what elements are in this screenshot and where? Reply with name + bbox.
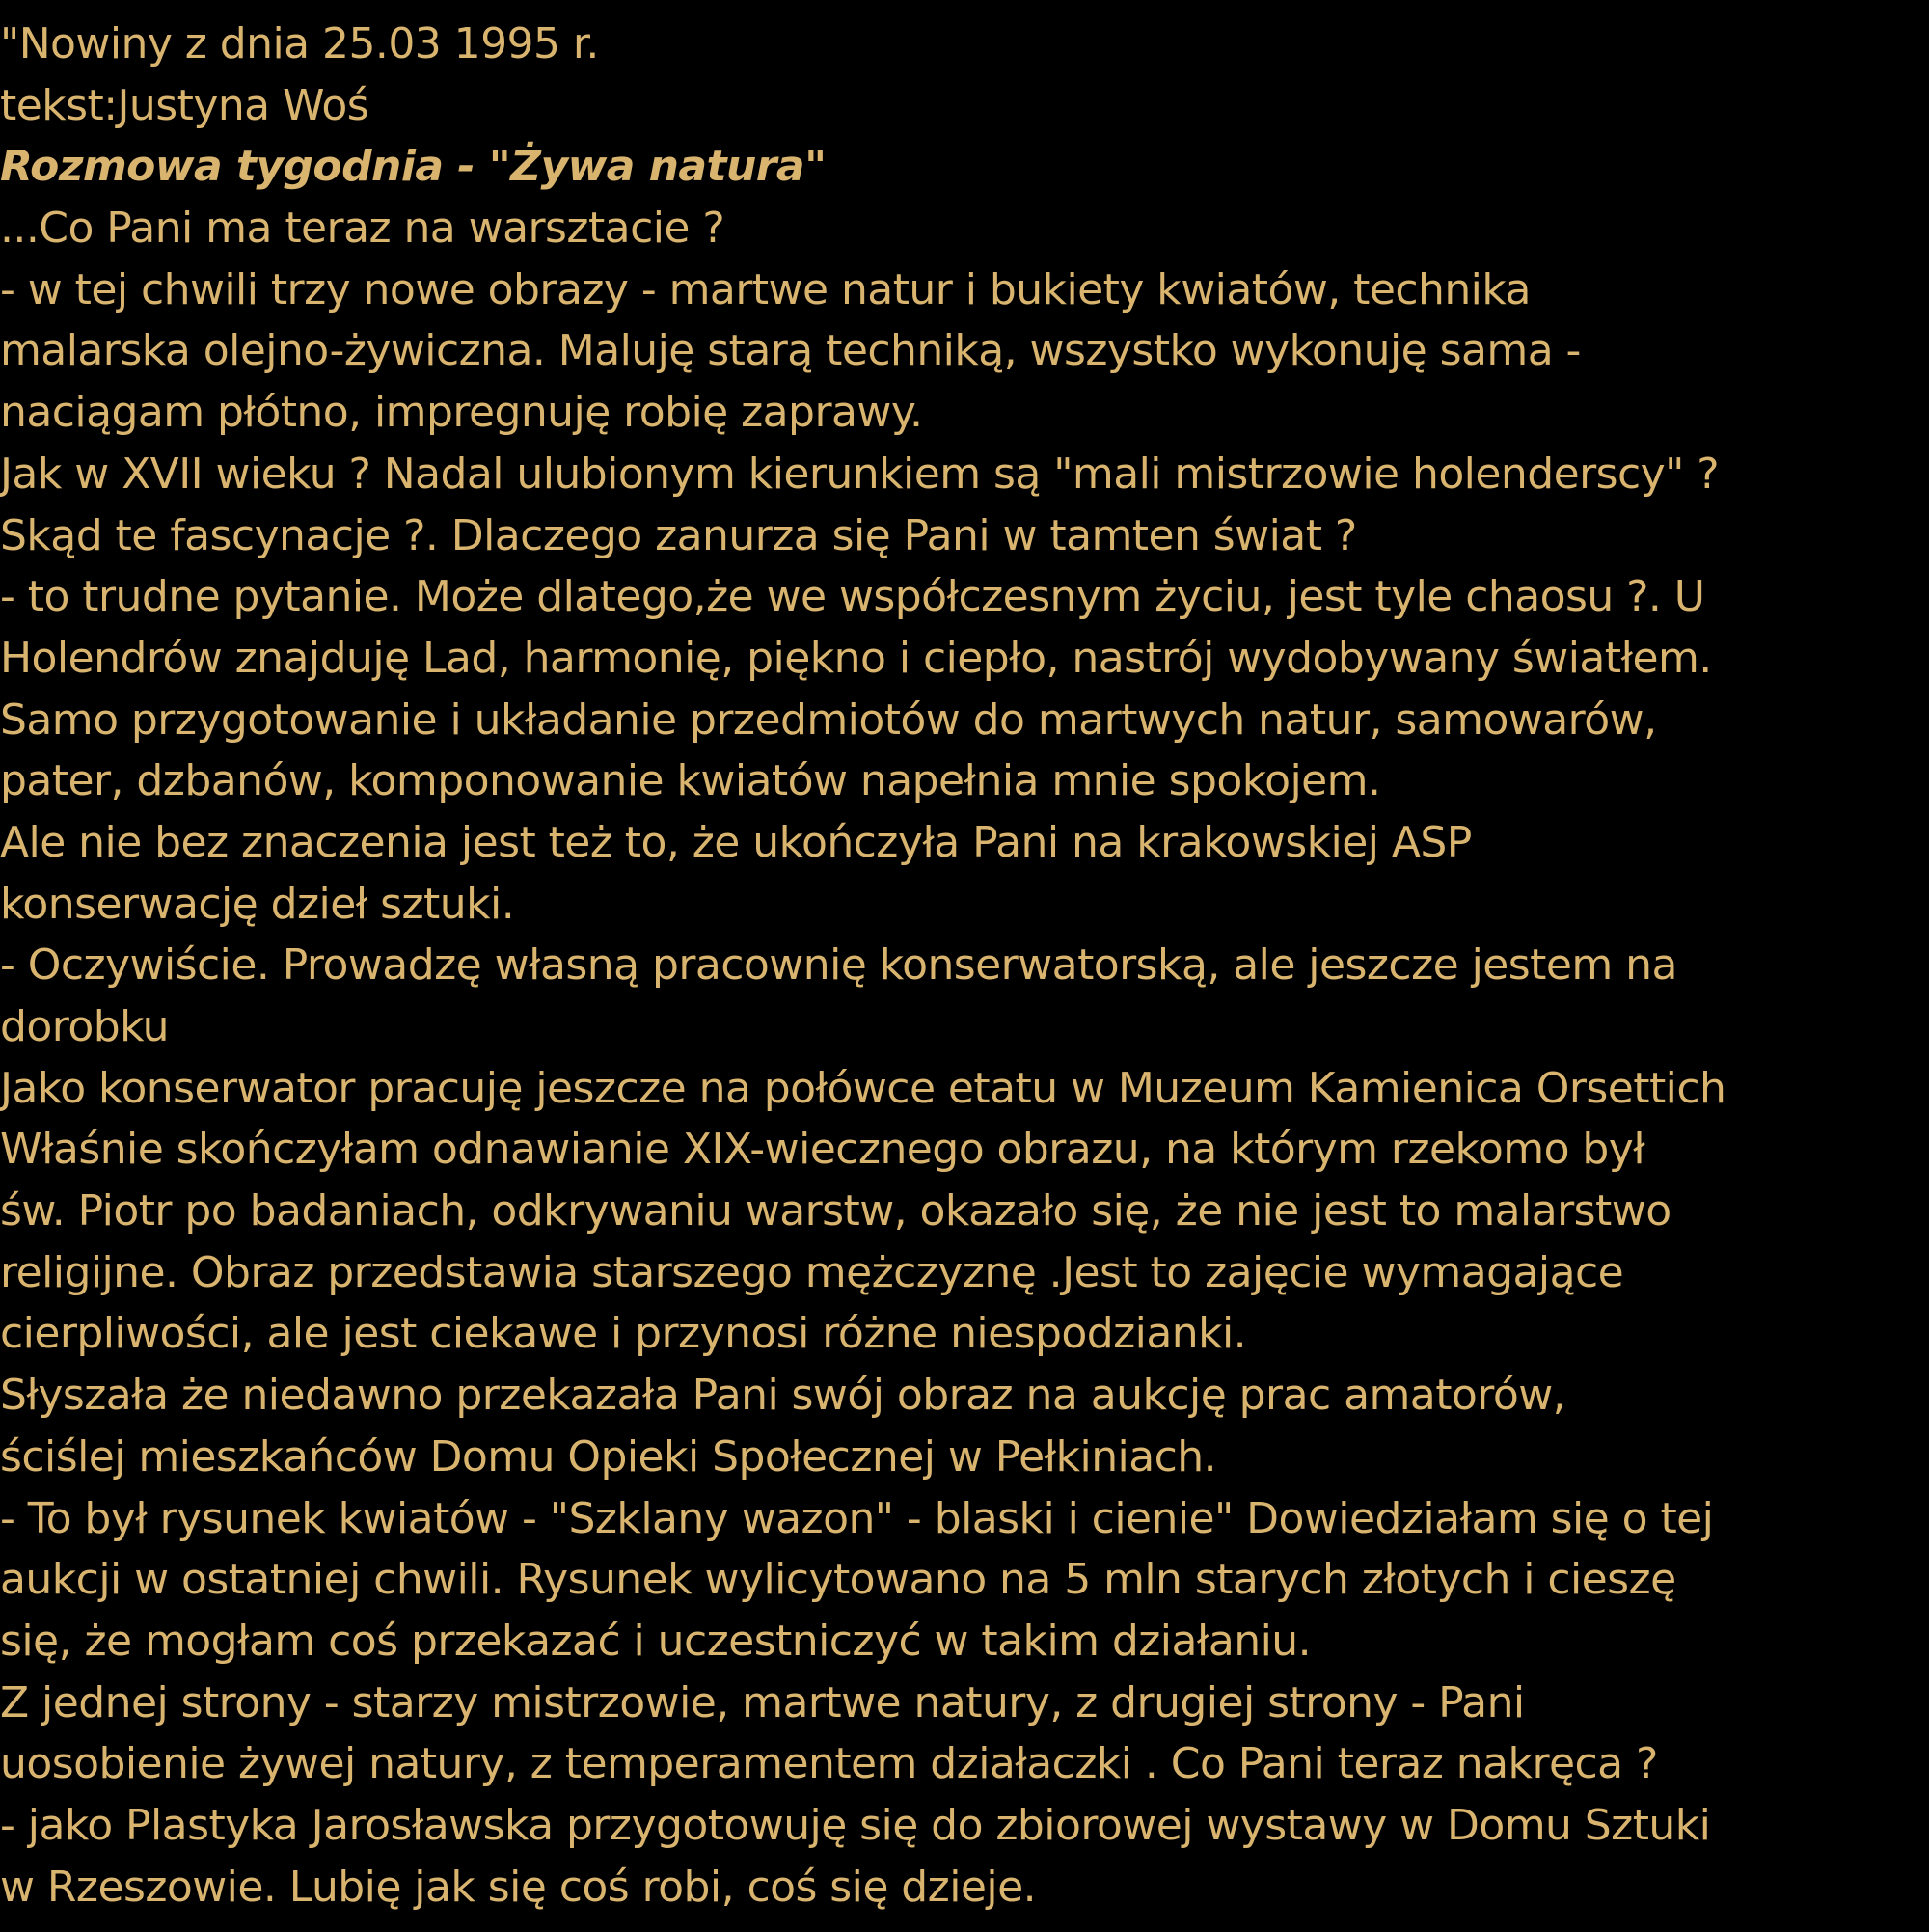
article-text-line: konserwację dzieł sztuki.: [0, 879, 515, 929]
article-heading: Rozmowa tygodnia - "Żywa natura": [0, 142, 827, 192]
article-text-line: Samo przygotowanie i układanie przedmiotów do martwych natur, samowarów,: [0, 694, 1657, 745]
article-source-line: "Nowiny z dnia 25.03 1995 r.: [0, 19, 599, 68]
article-text-line: św. Piotr po badaniach, odkrywaniu warstw, okazało się, że nie jest to malarstwo: [0, 1186, 1671, 1237]
article-text-line: Holendrów znajduję Lad, harmonię, piękno i ciepło, nastrój wydobywany światłem.: [0, 633, 1712, 683]
article-text-line: dorobku: [0, 1002, 169, 1051]
article-text-line: Jako konserwator pracuję jeszcze na połówce etatu w Muzeum Kamienica Orsettich: [0, 1063, 1726, 1113]
article-text-line: Z jednej strony - starzy mistrzowie, martwe natury, z drugiej strony - Pani: [0, 1677, 1525, 1728]
article-text-line: się, że mogłam coś przekazać i uczestniczyć w takim działaniu.: [0, 1616, 1312, 1666]
article-text-line: religijne. Obraz przedstawia starszego mężczyznę .Jest to zajęcie wymagające: [0, 1247, 1624, 1297]
article-text-line: ...Co Pani ma teraz na warsztacie ?: [0, 204, 725, 254]
article-text-line: cierpliwości, ale jest ciekawe i przynosi różne niespodzianki.: [0, 1309, 1247, 1359]
article-text-line: Ale nie bez znaczenia jest też to, że ukończyła Pani na krakowskiej ASP: [0, 817, 1472, 867]
article-text-line: - jako Plastyka Jarosławska przygotowuję się do zbiorowej wystawy w Domu Sztuki: [0, 1800, 1711, 1850]
article-text-line: aukcji w ostatniej chwili. Rysunek wylicytowano na 5 mln starych złotych i cieszę: [0, 1555, 1676, 1605]
article-text: [0, 14, 1929, 1918]
article-text-line: - Oczywiście. Prowadzę własną pracownię konserwatorską, ale jeszcze jestem na: [0, 940, 1677, 991]
article-text-line: - to trudne pytanie. Może dlatego,że we współczesnym życiu, jest tyle chaosu ?. U: [0, 572, 1705, 622]
article-text-line: - w tej chwili trzy nowe obrazy - martwe natur i bukiety kwiatów, technika: [0, 264, 1531, 314]
article-text-line: ściślej mieszkańców Domu Opieki Społecznej w Pełkiniach.: [0, 1431, 1217, 1482]
article-text-line: w Rzeszowie. Lubię jak się coś robi, coś się dzieje.: [0, 1862, 1037, 1912]
article-text-line: pater, dzbanów, komponowanie kwiatów napełnia mnie spokojem.: [0, 756, 1381, 806]
article-text-line: Słyszała że niedawno przekazała Pani swój obraz na aukcję prac amatorów,: [0, 1371, 1566, 1421]
article-author-line: tekst:Justyna Woś: [0, 80, 369, 130]
article-text-line: naciągam płótno, impregnuję robię zaprawy.: [0, 388, 923, 438]
article-text-line: malarska olejno-żywiczna. Maluję starą techniką, wszystko wykonuję sama -: [0, 326, 1581, 376]
article-text-line: Jak w XVII wieku ? Nadal ulubionym kierunkiem są "mali mistrzowie holenderscy" ?: [0, 449, 1720, 499]
article-text-line: Skąd te fascynacje ?. Dlaczego zanurza się Pani w tamten świat ?: [0, 510, 1357, 560]
article-text-line: uosobienie żywej natury, z temperamentem działaczki . Co Pani teraz nakręca ?: [0, 1739, 1658, 1789]
article-text-line: - To był rysunek kwiatów - "Szklany wazon" - blaski i cienie" Dowiedziałam się o tej: [0, 1493, 1714, 1543]
article-text-line: Właśnie skończyłam odnawianie XIX-wiecznego obrazu, na którym rzekomo był: [0, 1125, 1645, 1175]
